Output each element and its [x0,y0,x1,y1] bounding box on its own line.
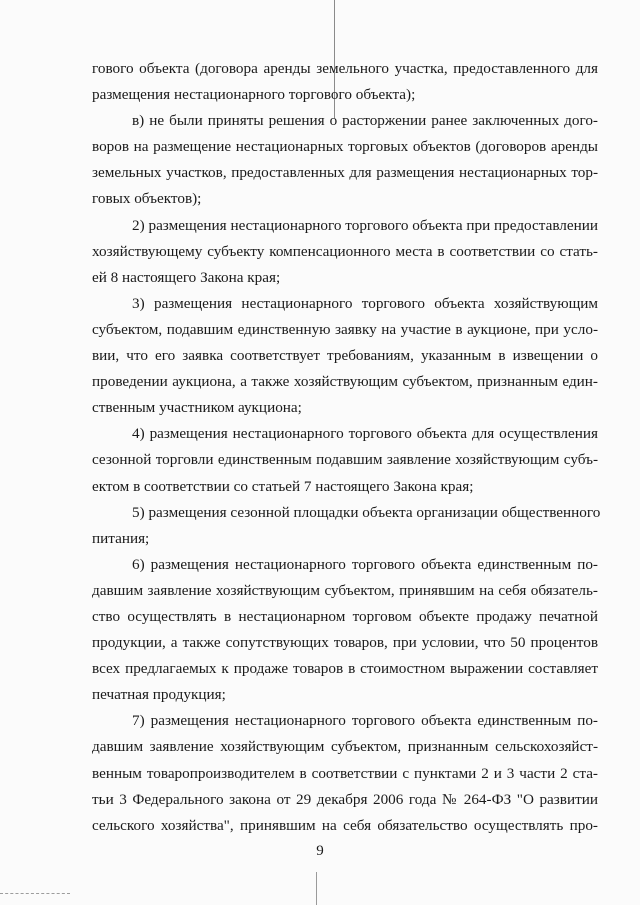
text-line: субъектом, подавшим единственную заявку на участие в аукционе, при усло- [92,320,598,338]
text-line: хозяйствующему субъекту компенсационного места в соответствии со стать- [92,242,598,260]
text-line: вии, что его заявка соответствует требованиям, указанным в извещении о [92,347,598,365]
scan-fold-line-bottom [316,872,317,905]
text-line: 7) размещения нестационарного торгового объекта единственным по- [132,712,598,730]
text-line: всех предлагаемых к продаже товаров в стоимостном выражении составляет [92,660,598,678]
text-line: размещения нестационарного торгового объекта); [92,86,416,104]
text-line: земельных участков, предоставленных для размещения нестационарных тор- [92,164,598,182]
document-body-text [92,56,601,839]
text-line: ектом в соответствии со статьей 7 настоящего Закона края; [92,477,474,495]
text-line: говых объектов); [92,190,202,208]
text-line: ственным участником аукциона; [92,399,302,417]
text-line: печатная продукция; [92,686,226,704]
text-line: давшим заявление хозяйствующим субъектом, принявшим на себя обязатель- [92,581,598,599]
text-line: 5) размещения сезонной площадки объекта организации общественного [132,503,601,521]
text-line: тьи 3 Федерального закона от 29 декабря 2006 года № 264-ФЗ "О развитии [92,790,598,808]
text-line: 4) размещения нестационарного торгового объекта для осуществления [132,425,598,443]
text-line: 2) размещения нестационарного торгового объекта при предоставлении [132,216,598,234]
scan-edge-mark [0,893,70,895]
text-line: ей 8 настоящего Закона края; [92,268,281,286]
text-line: питания; [92,529,150,547]
text-line: 6) размещения нестационарного торгового объекта единственным по- [132,555,598,573]
text-line: гового объекта (договора аренды земельного участка, предоставленного для [92,60,598,77]
page-number: 9 [316,843,324,859]
text-line: воров на размещение нестационарных торговых объектов (договоров аренды [92,138,598,156]
text-line: ство осуществлять в нестационарном торговом объекте продажу печатной [92,607,598,625]
text-line: сельского хозяйства", принявшим на себя обязательство осуществлять про- [92,816,598,834]
text-line: проведении аукциона, а также хозяйствующим субъектом, признанным един- [92,373,598,391]
text-line: сезонной торговли единственным подавшим заявление хозяйствующим субъ- [92,451,598,469]
text-line: в) не были приняты решения о расторжении ранее заключенных дого- [132,112,598,130]
text-line: венным товаропроизводителем в соответствии с пунктами 2 и 3 части 2 ста- [92,764,598,782]
text-line: давшим заявление хозяйствующим субъектом, признанным сельскохозяйст- [92,738,598,756]
text-line: 3) размещения нестационарного торгового объекта хозяйствующим [132,294,598,312]
text-line: продукции, а также сопутствующих товаров, при условии, что 50 процентов [92,634,598,652]
